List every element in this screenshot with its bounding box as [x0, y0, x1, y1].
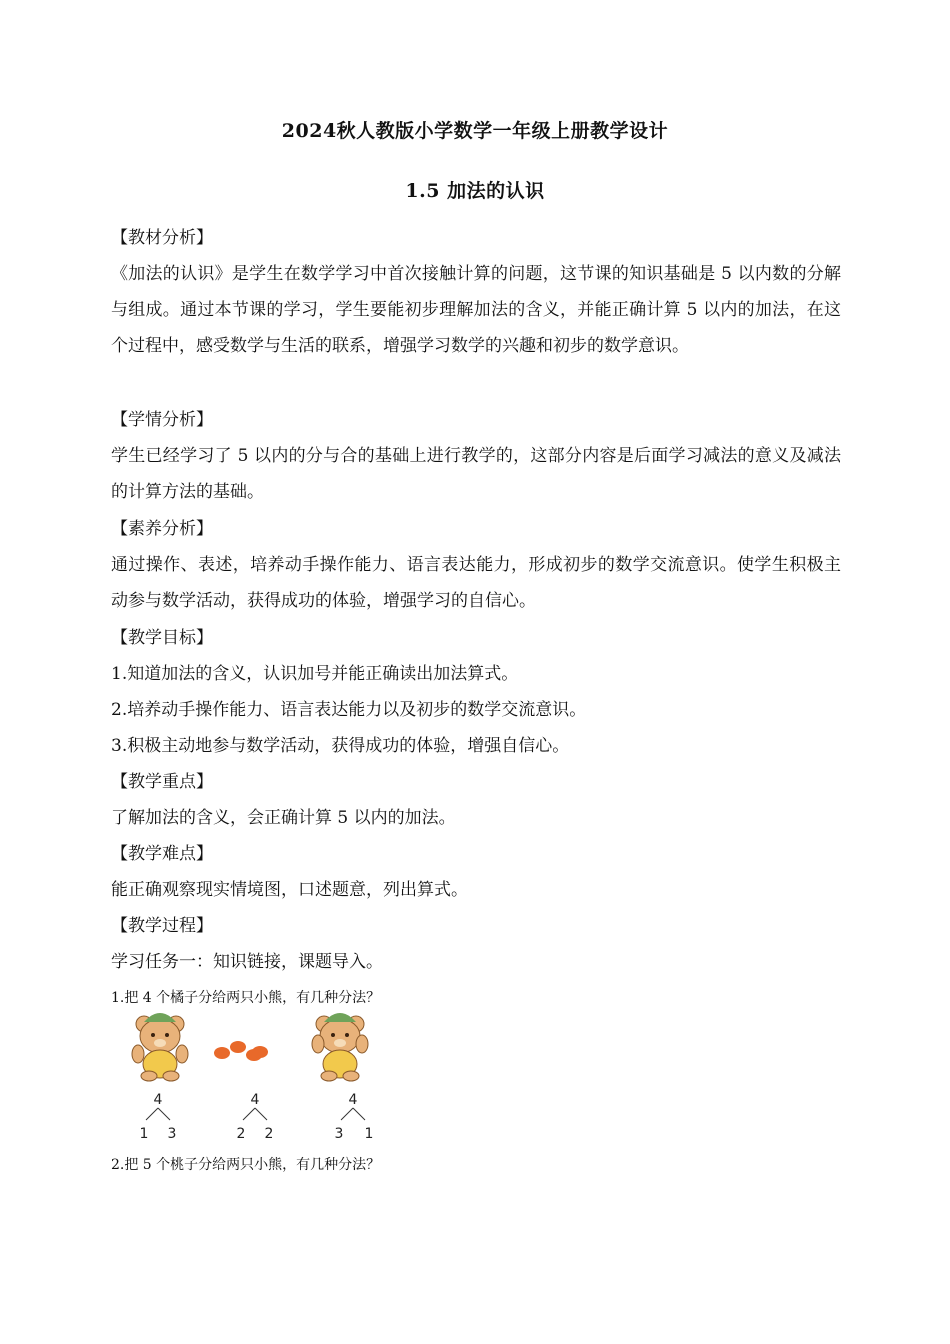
heading-literacy-analysis: 【素养分析】	[111, 519, 213, 539]
task-one-text: 学习任务一：知识链接，课题导入。	[111, 952, 383, 972]
number-bond-3	[335, 1092, 374, 1142]
literacy-analysis-text: 通过操作、表述，培养动手操作能力、语言表达能力，形成初步的数学交流意识。使学生积极主动参与数学活动，获得成功的体验，增强学习的自信心。	[111, 555, 841, 611]
orange-icon	[214, 1041, 268, 1061]
bond-total: 4	[153, 1092, 163, 1108]
key-points-text: 了解加法的含义，会正确计算 5 以内的加法。	[111, 808, 456, 828]
heading-teaching-goals: 【教学目标】	[111, 628, 213, 648]
number-bond-2	[237, 1092, 274, 1142]
bond-right: 2	[264, 1126, 274, 1142]
student-analysis-text: 学生已经学习了 5 以内的分与合的基础上进行教学的，这部分内容是后面学习减法的意义及减法的计算方法的基础。	[111, 446, 841, 502]
heading-teaching-process: 【教学过程】	[111, 916, 213, 936]
goal-item: 2.培养动手操作能力、语言表达能力以及初步的数学交流意识。	[111, 700, 587, 720]
difficult-points-text: 能正确观察现实情境图，口述题意，列出算式。	[111, 880, 468, 900]
question-two: 2.把 5 个桃子分给两只小熊，有几种分法？	[111, 1157, 381, 1173]
bond-left: 2	[236, 1126, 246, 1142]
bond-total: 4	[348, 1092, 358, 1108]
heading-student-analysis: 【学情分析】	[111, 410, 213, 430]
heading-difficult-points: 【教学难点】	[111, 844, 213, 864]
heading-key-points: 【教学重点】	[111, 772, 213, 792]
bond-left: 3	[334, 1126, 344, 1142]
material-analysis-text: 《加法的认识》是学生在数学学习中首次接触计算的问题，这节课的知识基础是 5 以内数的分解与组成。通过本节课的学习，学生要能初步理解加法的含义，并能正确计算 5 以内的加法，在这个过程中，感受数学与生活的联系，增强学习数学的兴趣和初步的数学意识。	[111, 264, 841, 356]
question-one: 1.把 4 个橘子分给两只小熊，有几种分法？	[111, 990, 381, 1006]
heading-material-analysis: 【教材分析】	[111, 228, 213, 248]
goal-item: 1.知道加法的含义，认识加号并能正确读出加法算式。	[111, 664, 519, 684]
number-bond-1	[140, 1092, 177, 1142]
bear-icon	[132, 1013, 188, 1081]
bear-icon	[312, 1013, 368, 1081]
lesson-title: 1.5 加法的认识	[405, 180, 545, 202]
bond-right: 3	[167, 1126, 177, 1142]
goal-item: 3.积极主动地参与数学活动，获得成功的体验，增强自信心。	[111, 736, 570, 756]
document-title: 2024秋人教版小学数学一年级上册教学设计	[281, 120, 669, 142]
bond-left: 1	[139, 1126, 149, 1142]
bond-total: 4	[250, 1092, 260, 1108]
bond-right: 1	[364, 1126, 374, 1142]
